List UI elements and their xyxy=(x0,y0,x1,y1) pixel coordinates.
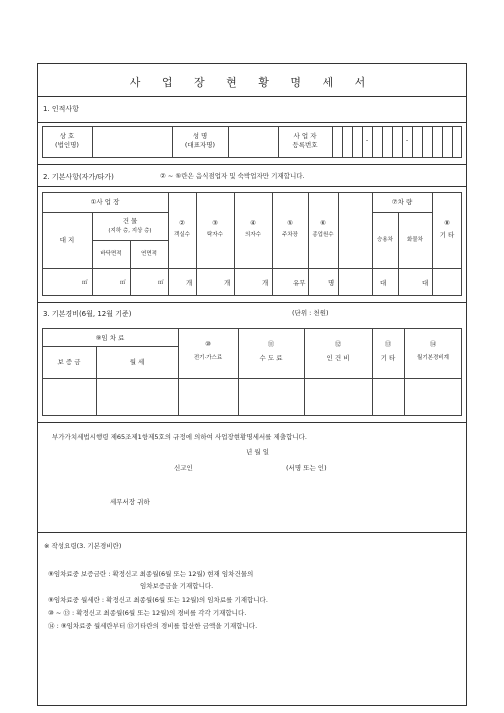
biz-no-dash: - xyxy=(405,136,409,144)
building-floors: (지하 층, 지상 층) xyxy=(108,228,152,234)
basic-info-grid xyxy=(42,192,462,296)
divider xyxy=(38,122,466,123)
unit-sqm: ㎡ xyxy=(120,280,126,286)
tables-label: 탁자수 xyxy=(207,232,223,238)
utilities-label: 전기·가스료 xyxy=(193,355,223,361)
etc-field[interactable] xyxy=(374,380,402,414)
divider xyxy=(38,96,466,97)
recipient-label: 세무서장 귀하 xyxy=(110,498,150,506)
biz-no-sub: 등록번호 xyxy=(292,141,318,149)
section-2-note: ② ~ ⑤란은 음식점업자 및 숙박업자만 기재합니다. xyxy=(160,172,305,180)
rep-name-label: 성 명 xyxy=(192,132,208,140)
divider xyxy=(38,186,466,187)
instruction-line: 임차보증금을 기재합니다. xyxy=(140,582,214,590)
other-label: 기 타 xyxy=(439,231,455,239)
declaration-text: 부가가치세법시행령 제65조제1항제5호의 규정에 의하여 사업장현황명세서를 제출합니다. xyxy=(52,433,307,441)
instruction-line: ⑨임차료중 월세란 : 확정신고 최종월(6월 또는 12월)의 임차료를 기재합니다. xyxy=(48,596,268,604)
other-no: ⑧ xyxy=(444,219,450,227)
unit-count: 개 xyxy=(186,279,193,287)
site-header: ①사 업 장 xyxy=(90,198,120,206)
trade-name-sub: (법인명) xyxy=(55,141,79,149)
deposit-field[interactable] xyxy=(44,380,94,414)
labor-field[interactable] xyxy=(306,380,370,414)
instruction-line: ⑩ ~ ⑬ : 확정신고 최종월(6월 또는 12월)의 경비를 각각 기재합니다. xyxy=(48,609,247,617)
unit-count: 개 xyxy=(224,279,231,287)
rep-name-field[interactable] xyxy=(230,128,276,156)
monthly-total-field[interactable] xyxy=(406,380,460,414)
trade-name-label: 상 호 xyxy=(59,132,75,140)
utilities-field[interactable] xyxy=(180,380,236,414)
chairs-no: ④ xyxy=(250,219,256,227)
etc-no: ⑬ xyxy=(384,340,392,348)
divider xyxy=(38,164,466,165)
trade-name-field[interactable] xyxy=(94,128,170,156)
building-label: 건 물 xyxy=(122,217,138,225)
unit-sqm: ㎡ xyxy=(158,280,164,286)
section-2-heading: 2. 기본사항(자가/타가) xyxy=(43,173,114,181)
rooms-no: ② xyxy=(179,219,185,227)
instruction-line: ⑭ : ⑨임차료중 월세란부터 ⑬기타란의 경비를 합산한 금액을 기재합니다. xyxy=(48,622,258,630)
water-no: ⑪ xyxy=(267,340,275,348)
divider xyxy=(38,422,466,423)
section-3-unit: (단위 : 천원) xyxy=(292,309,329,317)
biz-no-dash: - xyxy=(365,136,369,144)
divider xyxy=(38,532,466,533)
rep-name-sub: (대표자명) xyxy=(184,141,216,149)
applicant-label: 신고인 xyxy=(174,464,193,472)
employees-no: ⑥ xyxy=(320,219,326,227)
utilities-no: ⑩ xyxy=(205,340,211,348)
floor-area-label: 바닥면적 xyxy=(100,251,122,257)
unit-person: 명 xyxy=(328,279,335,287)
total-area-label: 연면적 xyxy=(141,251,157,257)
tables-no: ③ xyxy=(212,219,218,227)
divider xyxy=(38,302,466,303)
truck-label: 화물차 xyxy=(407,237,423,243)
monthly-total-label: 월기본경비계 xyxy=(417,355,449,361)
water-label: 수 도 료 xyxy=(259,354,283,362)
land-label: 대 지 xyxy=(59,236,75,244)
car-label: 승용차 xyxy=(377,237,393,243)
rooms-label: 객실수 xyxy=(174,232,190,238)
instruction-line: ⑨임차료중 보증금란 : 확정신고 최종월(6월 또는 12월) 현재 임차건물의 xyxy=(48,570,254,578)
parking-no: ⑤ xyxy=(287,219,293,227)
unit-vehicle: 대 xyxy=(422,279,429,287)
monthly-rent-label: 월 세 xyxy=(129,358,145,366)
unit-vehicle: 대 xyxy=(380,279,387,287)
section-1-heading: 1. 인적사항 xyxy=(43,105,79,113)
monthly-rent-field[interactable] xyxy=(98,380,176,414)
water-field[interactable] xyxy=(240,380,302,414)
labor-label: 인 건 비 xyxy=(326,354,350,362)
parking-label: 주차장 xyxy=(282,232,298,238)
employees-label: 종업원수 xyxy=(312,232,334,238)
labor-no: ⑫ xyxy=(334,340,342,348)
unit-sqm: ㎡ xyxy=(82,280,88,286)
biz-no-label: 사 업 자 xyxy=(293,132,317,140)
vehicle-header: ⑦차 량 xyxy=(391,198,413,206)
declaration-date: 년 월 일 xyxy=(246,448,269,456)
deposit-label: 보 증 금 xyxy=(57,358,81,366)
signature-label: (서명 또는 인) xyxy=(286,464,327,472)
chairs-label: 의자수 xyxy=(245,232,261,238)
biz-no-field[interactable] xyxy=(334,128,460,156)
form-title: 사 업 장 현 황 명 세 서 xyxy=(129,76,375,89)
unit-count: 개 xyxy=(262,279,269,287)
instructions-heading: ※ 작성요령(3. 기본경비란) xyxy=(44,542,122,550)
etc-label: 기 타 xyxy=(380,354,396,362)
section-3-heading: 3. 기본경비(6월, 12월 기준) xyxy=(43,310,132,318)
unit-yesno: 유무 xyxy=(293,279,306,287)
monthly-total-no: ⑭ xyxy=(429,340,437,348)
form-frame xyxy=(37,63,467,706)
rent-header: ⑨임 차 료 xyxy=(95,334,125,342)
